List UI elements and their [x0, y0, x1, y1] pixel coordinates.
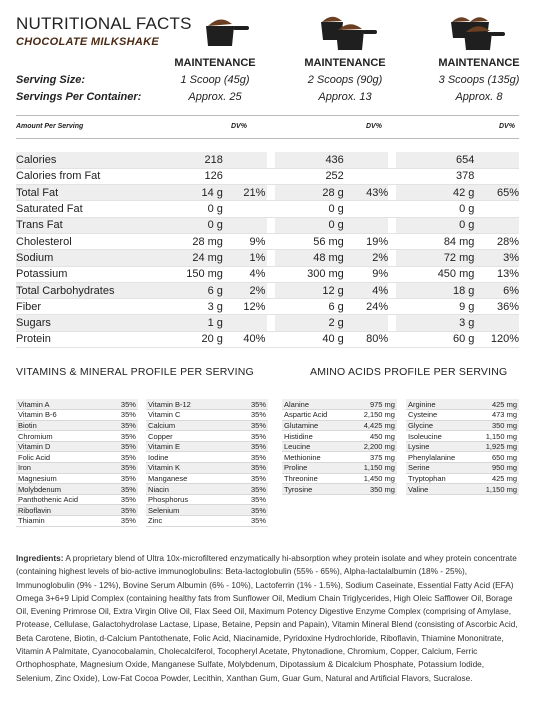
nutrition-cell-v2: 436	[275, 152, 344, 168]
nutrition-cell-v3: 0 g	[459, 203, 475, 216]
amino-amount: 375 mg	[351, 452, 397, 463]
vitamin-dv: 35%	[235, 505, 268, 516]
scoop-icon-two	[318, 12, 378, 52]
vitamin-name: Vitamin E	[146, 441, 235, 452]
nutrition-cell-v3: 72 mg	[396, 250, 474, 266]
vitamin-name: Biotin	[16, 420, 105, 431]
column-heading-1: MAINTENANCE	[174, 57, 256, 69]
nutrition-cell-v1: 150 mg	[186, 268, 223, 281]
amino-name: Tyrosine	[282, 484, 351, 495]
vitamin-row	[16, 431, 268, 442]
vitamin-row	[16, 420, 268, 431]
vitamin-dv: 35%	[105, 452, 138, 463]
vitamin-dv: 35%	[105, 494, 138, 505]
nutrition-cell-v1: 20 g	[201, 333, 223, 346]
nutrition-cell-d1	[223, 201, 267, 217]
vitamin-row	[16, 473, 268, 484]
nutrition-cell-name: Total Fat	[16, 185, 164, 201]
amino-row	[282, 484, 519, 495]
nutrition-cell-name: Sugars	[16, 315, 164, 331]
vitamin-name: Vitamin B-6	[16, 410, 105, 421]
nutrition-cell-d3	[474, 152, 519, 168]
vitamin-dv: 35%	[235, 441, 268, 452]
column-gap	[138, 505, 146, 516]
column-heading-2: MAINTENANCE	[304, 57, 386, 69]
column-gap	[388, 201, 396, 217]
nutrition-cell-v3: 18 g	[396, 282, 474, 298]
nutrition-cell-d3: 6%	[474, 282, 519, 298]
nutrition-cell-d2	[344, 217, 388, 233]
nutrition-cell-v1: 14 g	[164, 185, 223, 201]
column-gap	[388, 331, 396, 347]
nutrition-row	[16, 282, 519, 298]
amino-name: Aspartic Acid	[282, 410, 351, 421]
amino-amount: 1,150 mg	[473, 431, 519, 442]
nutrition-cell-d2: 9%	[372, 268, 389, 281]
amino-amount: 4,425 mg	[351, 420, 397, 431]
column-gap	[397, 484, 406, 495]
vitamin-name: Copper	[146, 431, 235, 442]
nutrition-cell-d3	[474, 217, 519, 233]
column-gap	[138, 452, 146, 463]
vitamin-dv: 35%	[235, 399, 268, 410]
nutrition-table	[16, 152, 519, 348]
vitamin-name: Vitamin A	[16, 399, 105, 410]
nutrition-cell-name: Total Carbohydrates	[16, 282, 164, 298]
column-gap	[397, 410, 406, 421]
amino-amount: 1,150 mg	[473, 484, 519, 495]
nutrition-cell-v2: 0 g	[275, 217, 344, 233]
nutrition-cell-v2: 28 g	[275, 185, 344, 201]
vitamin-name: Iodine	[146, 452, 235, 463]
column-gap	[267, 185, 275, 201]
amino-row	[282, 410, 519, 421]
nutrition-cell-d2: 43%	[344, 185, 388, 201]
nutrition-cell-d3	[474, 168, 519, 184]
column-gap	[138, 441, 146, 452]
nutrition-row	[16, 250, 519, 266]
amino-name: Lysine	[406, 441, 473, 452]
nutrition-cell-d3	[474, 201, 519, 217]
column-gap	[138, 473, 146, 484]
nutrition-cell-d1: 40%	[243, 333, 266, 346]
column-gap	[388, 152, 396, 168]
nutrition-cell-v2: 6 g	[328, 300, 344, 313]
amino-amount: 1,150 mg	[351, 463, 397, 474]
amino-amount: 473 mg	[473, 410, 519, 421]
column-gap	[267, 282, 275, 298]
column-gap	[138, 484, 146, 495]
column-gap	[388, 185, 396, 201]
vitamin-row	[16, 516, 268, 527]
column-gap	[267, 217, 275, 233]
nutrition-cell-name: Calories from Fat	[16, 170, 101, 183]
nutrition-cell-d1	[223, 315, 267, 331]
serving-size-2: 2 Scoops (90g)	[307, 74, 383, 86]
nutrition-row	[16, 331, 519, 347]
amount-per-serving-label: Amount Per Serving	[16, 123, 84, 130]
nutrition-cell-d2	[344, 201, 388, 217]
column-gap	[388, 168, 396, 184]
servings-per-container-label: Servings Per Container:	[16, 91, 142, 103]
nutrition-cell-v1: 126	[204, 170, 223, 183]
column-gap	[388, 250, 396, 266]
nutrition-cell-v1: 6 g	[164, 282, 223, 298]
nutrition-cell-v3: 450 mg	[437, 268, 475, 281]
amino-amount: 1,925 mg	[473, 441, 519, 452]
flavor-subtitle: CHOCOLATE MILKSHAKE	[16, 36, 159, 48]
nutrition-cell-v3: 654	[396, 152, 474, 168]
amino-name: Proline	[282, 463, 351, 474]
vitamin-dv: 35%	[235, 420, 268, 431]
nutrition-cell-d1: 4%	[249, 268, 266, 281]
vitamin-name: Thiamin	[16, 516, 105, 527]
vitamin-name: Magnesium	[16, 473, 105, 484]
nutrition-cell-d1: 2%	[223, 282, 267, 298]
vitamin-dv: 35%	[105, 399, 138, 410]
nutrition-cell-name: Potassium	[16, 268, 68, 281]
nutrition-cell-d3: 3%	[474, 250, 519, 266]
column-gap	[388, 217, 396, 233]
nutrition-row	[16, 185, 519, 201]
vitamin-dv: 35%	[235, 516, 268, 527]
nutrition-cell-name: Saturated Fat	[16, 203, 83, 216]
amino-name: Glutamine	[282, 420, 351, 431]
nutrition-cell-d2	[344, 168, 388, 184]
dv-header-3: DV%	[499, 123, 515, 130]
column-gap	[397, 431, 406, 442]
amino-name: Leucine	[282, 441, 351, 452]
amino-name: Glycine	[406, 420, 473, 431]
amino-table	[282, 399, 519, 495]
divider-mid	[16, 138, 519, 139]
column-gap	[388, 282, 396, 298]
vitamin-row	[16, 505, 268, 516]
column-gap	[397, 463, 406, 474]
nutrition-cell-v2: 40 g	[322, 333, 344, 346]
nutrition-cell-v1: 0 g	[164, 217, 223, 233]
nutrition-cell-v2: 56 mg	[313, 235, 344, 248]
amino-row	[282, 399, 519, 410]
vitamin-dv: 35%	[235, 473, 268, 484]
vitamin-row	[16, 463, 268, 474]
vitamin-dv: 35%	[105, 473, 138, 484]
vitamin-name: Zinc	[146, 516, 235, 527]
amino-name: Isoleucine	[406, 431, 473, 442]
nutrition-cell-d3: 120%	[490, 333, 519, 346]
vitamin-dv: 35%	[105, 431, 138, 442]
nutrition-cell-v1: 28 mg	[192, 235, 223, 248]
dv-header-1: DV%	[231, 123, 247, 130]
vitamin-row	[16, 494, 268, 505]
amino-amount: 425 mg	[473, 399, 519, 410]
vitamin-dv: 35%	[235, 484, 268, 495]
vitamin-dv: 35%	[105, 516, 138, 527]
amino-name: Cysteine	[406, 410, 473, 421]
nutrition-cell-d3: 13%	[496, 268, 519, 281]
amino-name: Phenylalanine	[406, 452, 473, 463]
scoop-icon-three	[448, 12, 518, 52]
nutrition-cell-v2: 48 mg	[275, 250, 344, 266]
amino-amount: 2,200 mg	[351, 441, 397, 452]
amino-amount: 2,150 mg	[351, 410, 397, 421]
vitamin-dv: 35%	[105, 463, 138, 474]
nutrition-cell-name: Sodium	[16, 250, 164, 266]
amino-row	[282, 431, 519, 442]
page-title: NUTRITIONAL FACTS	[16, 14, 192, 33]
nutrition-cell-d2: 19%	[366, 235, 389, 248]
vitamin-name: Vitamin B-12	[146, 399, 235, 410]
column-gap	[138, 516, 146, 527]
column-gap	[138, 420, 146, 431]
nutrition-cell-d3: 65%	[474, 185, 519, 201]
amino-name: Methionine	[282, 452, 351, 463]
servings-per-container-2: Approx. 13	[318, 91, 372, 103]
vitamin-name: Chromium	[16, 431, 105, 442]
column-gap	[388, 299, 396, 315]
nutrition-cell-d2: 2%	[344, 250, 388, 266]
nutrition-cell-v3: 84 mg	[443, 235, 475, 248]
amino-row	[282, 473, 519, 484]
amino-amount: 450 mg	[351, 431, 397, 442]
column-gap	[267, 233, 275, 249]
amino-name: Alanine	[282, 399, 351, 410]
nutrition-cell-d2: 4%	[344, 282, 388, 298]
vitamin-row	[16, 410, 268, 421]
vitamin-row	[16, 441, 268, 452]
column-gap	[267, 168, 275, 184]
ingredients-label: Ingredients:	[16, 553, 64, 563]
dv-header-2: DV%	[366, 123, 382, 130]
column-gap	[267, 315, 275, 331]
nutrition-cell-v2: 12 g	[275, 282, 344, 298]
nutrition-cell-v1: 218	[164, 152, 223, 168]
vitamin-dv: 35%	[235, 431, 268, 442]
serving-size-3: 3 Scoops (135g)	[438, 74, 520, 86]
nutrition-row	[16, 217, 519, 233]
nutrition-cell-d1	[223, 152, 267, 168]
column-gap	[138, 463, 146, 474]
nutrition-row	[16, 152, 519, 168]
vitamin-name: Niacin	[146, 484, 235, 495]
divider-top	[16, 115, 519, 116]
nutrition-cell-d1: 21%	[223, 185, 267, 201]
servings-per-container-1: Approx. 25	[188, 91, 242, 103]
vitamin-dv: 35%	[235, 410, 268, 421]
column-gap	[397, 399, 406, 410]
vitamins-table	[16, 399, 268, 527]
nutrition-cell-d1	[223, 168, 267, 184]
nutrition-cell-name: Protein	[16, 333, 51, 346]
nutrition-cell-v3: 0 g	[396, 217, 474, 233]
amino-row	[282, 420, 519, 431]
vitamin-dv: 35%	[105, 505, 138, 516]
vitamin-name: Riboflavin	[16, 505, 105, 516]
column-gap	[138, 431, 146, 442]
vitamin-name: Molybdenum	[16, 484, 105, 495]
nutrition-cell-v3: 42 g	[396, 185, 474, 201]
nutrition-cell-d2: 80%	[366, 333, 389, 346]
amino-name: Valine	[406, 484, 473, 495]
amino-amount: 650 mg	[473, 452, 519, 463]
nutrition-cell-v1: 3 g	[207, 300, 223, 313]
nutrition-cell-v3: 9 g	[459, 300, 475, 313]
vitamin-name: Vitamin C	[146, 410, 235, 421]
nutrition-cell-v1: 0 g	[207, 203, 223, 216]
column-gap	[267, 201, 275, 217]
vitamin-row	[16, 399, 268, 410]
amino-amount: 1,450 mg	[351, 473, 397, 484]
column-gap	[397, 473, 406, 484]
vitamins-section-title: VITAMINS & MINERAL PROFILE PER SERVING	[16, 366, 254, 378]
vitamin-name: Folic Acid	[16, 452, 105, 463]
column-gap	[138, 494, 146, 505]
nutrition-cell-v3: 60 g	[452, 333, 475, 346]
column-gap	[138, 399, 146, 410]
vitamin-name: Phosphorus	[146, 494, 235, 505]
column-gap	[267, 250, 275, 266]
servings-per-container-3: Approx. 8	[455, 91, 503, 103]
vitamin-dv: 35%	[235, 463, 268, 474]
nutrition-cell-d3: 28%	[496, 235, 519, 248]
column-gap	[388, 315, 396, 331]
ingredients-text	[16, 552, 519, 685]
column-gap	[388, 266, 396, 282]
vitamin-row	[16, 452, 268, 463]
ingredients-body: A proprietary blend of Ultra 10x-microfiltered enzymatically hi-absorption whey protein isolate and whey protein concentrate (containing highest levels of bio-active immunoglobulins: Beta-lactoglobulin (55% - 65%), Alpha-lactalalbumin (18% - 25%), Immunoglobulin (9% - 12%), Bovine Serum Albumin (6% - 10%), Lactoferrin (1% - 1.5%), Sodium Caseinate, Essential Fatty Acid (EFA) Omega 3+6+9 Lipid Complex (containing healthy fats from Sunflower Oil, Medium Chain Triglycerides, High Oleic Safflower Oil, Borage Oil, Evening Primrose Oil, Extra Virgin Olive Oil, Flax Seed Oil, Maximum Potency Digestive Enzyme Complex (comprising of Amylase, Protease, Cellulase, Galactohydrolase Lactase, Lipase, Betaine, Pepsin and Papain), Vitamin Mineral Blend (consisting of Ascorbic Acid, Beta Carotene, Biotin, d-Calcium Pantothenate, Folic Acid, Niacinamide, Pyridoxine Hydrochloride, Riboflavin, Thiamine Mononitrate, Vitamin A Palmitate, Cyanocobalamin, Cholecalciferol, Tocopheryl Acetate, Phytonadione, Chromium, Copper, Calcium, Ferric Orthophosphate, Magnesium Oxide, Manganese Sulfate, Molybdenum, Dipotassium & Dicalcium Phosphate, Potassium Iodide, Selenium, Zinc Oxide), Low-Fat Cocoa Powder, Lecithin, Xanthan Gum, Guar Gum, Natural and Artificial Flavors, Sucralose.	[16, 553, 518, 683]
vitamin-name: Panthothenic Acid	[16, 494, 105, 505]
nutrition-cell-v3: 3 g	[396, 315, 474, 331]
nutrition-cell-name: Trans Fat	[16, 217, 164, 233]
amino-amount: 425 mg	[473, 473, 519, 484]
column-gap	[397, 441, 406, 452]
amino-row	[282, 452, 519, 463]
column-heading-3: MAINTENANCE	[438, 57, 520, 69]
column-gap	[267, 152, 275, 168]
nutrition-row	[16, 266, 519, 282]
vitamin-dv: 35%	[105, 410, 138, 421]
column-gap	[397, 452, 406, 463]
nutrition-cell-d1	[223, 217, 267, 233]
nutrition-cell-d2	[344, 315, 388, 331]
vitamin-name: Manganese	[146, 473, 235, 484]
nutrition-cell-d3: 36%	[496, 300, 519, 313]
nutrition-row	[16, 201, 519, 217]
column-gap	[388, 233, 396, 249]
column-gap	[138, 410, 146, 421]
amino-row	[282, 463, 519, 474]
amino-name: Serine	[406, 463, 473, 474]
vitamin-name: Selenium	[146, 505, 235, 516]
scoop-icon-one	[198, 12, 250, 48]
amino-amount: 350 mg	[473, 420, 519, 431]
amino-amount: 950 mg	[473, 463, 519, 474]
nutrition-cell-d1: 9%	[249, 235, 266, 248]
nutrition-cell-d1: 1%	[223, 250, 267, 266]
nutrition-cell-v2: 300 mg	[307, 268, 344, 281]
amino-amount: 350 mg	[351, 484, 397, 495]
vitamin-row	[16, 484, 268, 495]
amino-section-title: AMINO ACIDS PROFILE PER SERVING	[310, 366, 508, 378]
vitamin-dv: 35%	[235, 494, 268, 505]
nutrition-cell-d3	[474, 315, 519, 331]
vitamin-name: Vitamin D	[16, 441, 105, 452]
nutrition-cell-d2	[344, 152, 388, 168]
nutrition-row	[16, 233, 519, 249]
amino-amount: 975 mg	[351, 399, 397, 410]
amino-name: Arginine	[406, 399, 473, 410]
nutrition-cell-name: Fiber	[16, 300, 42, 313]
vitamin-name: Iron	[16, 463, 105, 474]
nutrition-cell-v2: 2 g	[275, 315, 344, 331]
nutrition-row	[16, 299, 519, 315]
nutrition-cell-v2: 252	[325, 170, 344, 183]
column-gap	[267, 266, 275, 282]
nutrition-cell-name: Calories	[16, 152, 164, 168]
nutrition-cell-d1: 12%	[243, 300, 266, 313]
vitamin-dv: 35%	[235, 452, 268, 463]
vitamin-name: Vitamin K	[146, 463, 235, 474]
column-gap	[267, 331, 275, 347]
nutrition-cell-v1: 1 g	[164, 315, 223, 331]
amino-name: Tryptophan	[406, 473, 473, 484]
vitamin-dv: 35%	[105, 441, 138, 452]
serving-size-label: Serving Size:	[16, 74, 86, 86]
nutrition-cell-v2: 0 g	[328, 203, 344, 216]
vitamin-name: Calcium	[146, 420, 235, 431]
column-gap	[267, 299, 275, 315]
vitamin-dv: 35%	[105, 420, 138, 431]
nutrition-cell-name: Cholesterol	[16, 235, 72, 248]
column-gap	[397, 420, 406, 431]
amino-row	[282, 441, 519, 452]
vitamin-dv: 35%	[105, 484, 138, 495]
nutrition-cell-v1: 24 mg	[164, 250, 223, 266]
nutrition-row	[16, 168, 519, 184]
serving-size-1: 1 Scoop (45g)	[180, 74, 250, 86]
amino-name: Histidine	[282, 431, 351, 442]
amino-name: Threonine	[282, 473, 351, 484]
nutrition-cell-d2: 24%	[366, 300, 389, 313]
nutrition-row	[16, 315, 519, 331]
nutrition-cell-v3: 378	[456, 170, 475, 183]
